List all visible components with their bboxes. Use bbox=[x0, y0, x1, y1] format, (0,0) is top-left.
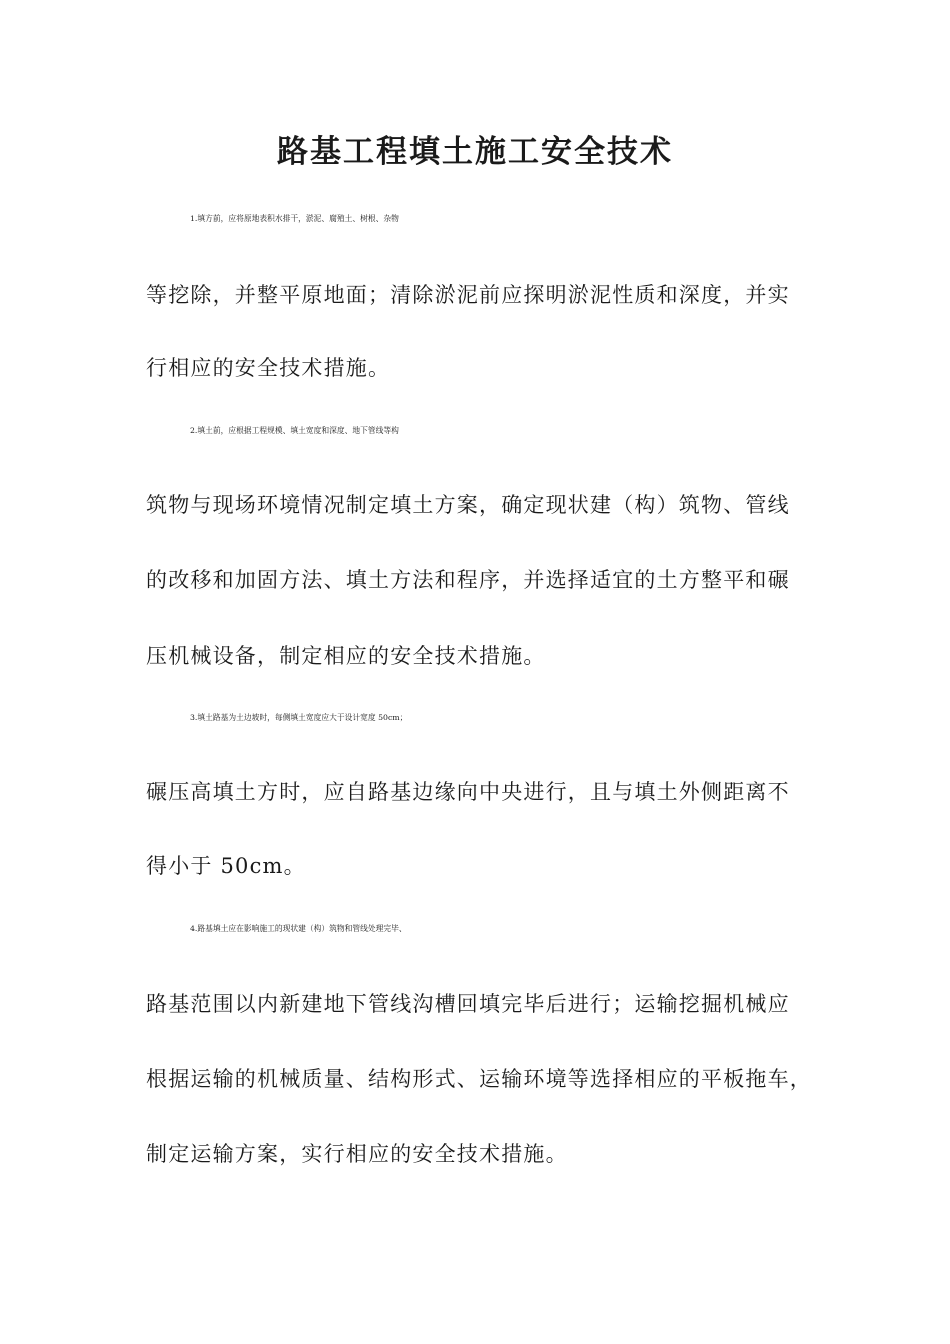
paragraph-1-line-2: 等挖除，并整平原地面；清除淤泥前应探明淤泥性质和深度，并实 bbox=[146, 283, 790, 307]
paragraph-1-line-1: 1.填方前，应将原地表积水排干，淤泥、腐殖土、树根、杂物 bbox=[190, 214, 399, 223]
paragraph-4-line-2: 路基范围以内新建地下管线沟槽回填完毕后进行；运输挖掘机械应 bbox=[146, 992, 790, 1016]
paragraph-2-line-1: 2.填土前，应根据工程规模、填土宽度和深度、地下管线等构 bbox=[190, 426, 399, 435]
paragraph-4-line-3: 根据运输的机械质量、结构形式、运输环境等选择相应的平板拖车， bbox=[146, 1067, 812, 1091]
paragraph-2-line-4: 压机械设备，制定相应的安全技术措施。 bbox=[146, 644, 546, 668]
paragraph-2-line-3: 的改移和加固方法、填土方法和程序，并选择适宜的土方整平和碾 bbox=[146, 568, 790, 592]
document-title: 路基工程填土施工安全技术 bbox=[277, 134, 673, 170]
paragraph-2-line-2: 筑物与现场环境情况制定填土方案，确定现状建（构）筑物、管线 bbox=[146, 493, 790, 517]
paragraph-3-line-3: 得小于 50cm。 bbox=[146, 854, 306, 878]
paragraph-4-line-1: 4.路基填土应在影响施工的现状建（构）筑物和管线处理完毕、 bbox=[190, 924, 407, 933]
paragraph-1-line-3: 行相应的安全技术措施。 bbox=[146, 356, 391, 380]
paragraph-3-line-2: 碾压高填土方时，应自路基边缘向中央进行，且与填土外侧距离不 bbox=[146, 780, 790, 804]
paragraph-3-line-1: 3.填土路基为土边坡时，每侧填土宽度应大于设计宽度 50cm； bbox=[190, 713, 408, 722]
paragraph-4-line-4: 制定运输方案，实行相应的安全技术措施。 bbox=[146, 1142, 568, 1166]
